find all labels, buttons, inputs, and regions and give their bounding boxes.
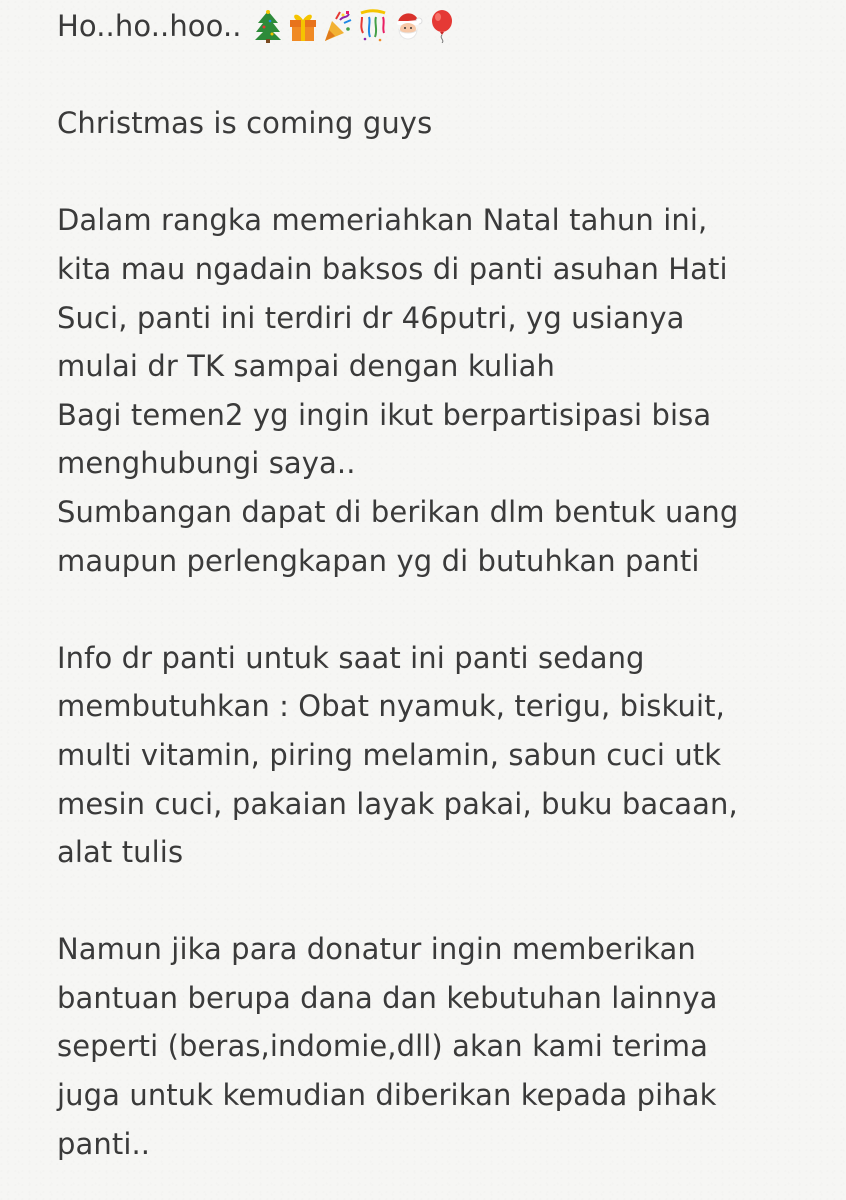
note-title-line	[57, 2, 827, 51]
note-body[interactable]	[57, 2, 827, 1168]
blank-line	[57, 51, 827, 100]
note-line: membutuhkan : Obat nyamuk, terigu, biskuit,	[57, 689, 725, 724]
note-line: seperti (beras,indomie,dll) akan kami terima	[57, 1029, 708, 1064]
note-subtitle: Christmas is coming guys	[57, 106, 433, 141]
confetti-ball-icon	[357, 9, 389, 43]
santa-icon	[392, 9, 424, 43]
note-line: menghubungi saya..	[57, 446, 356, 481]
note-line: mesin cuci, pakaian layak pakai, buku bacaan,	[57, 786, 738, 821]
note-line: multi vitamin, piring melamin, sabun cuci utk	[57, 737, 722, 772]
balloon-icon	[427, 9, 459, 43]
note-line: kita mau ngadain baksos di panti asuhan Hati	[57, 251, 728, 286]
gift-icon	[287, 9, 319, 43]
note-line: Namun jika para donatur ingin memberikan	[57, 932, 696, 967]
note-line: Sumbangan dapat di berikan dlm bentuk uang	[57, 494, 739, 529]
party-popper-icon	[322, 9, 354, 43]
note-line: juga untuk kemudian diberikan kepada pihak	[57, 1078, 717, 1113]
note-line: Dalam rangka memeriahkan Natal tahun ini,	[57, 203, 708, 238]
blank-line	[57, 585, 827, 634]
blank-line	[57, 877, 827, 926]
emoji-row	[252, 9, 459, 43]
note-line: maupun perlengkapan yg di butuhkan panti	[57, 543, 700, 578]
note-line: bantuan berupa dana dan kebutuhan lainnya	[57, 980, 718, 1015]
note-line: alat tulis	[57, 835, 184, 870]
note-line: Bagi temen2 yg ingin ikut berpartisipasi bisa	[57, 397, 712, 432]
blank-line	[57, 148, 827, 197]
note-title-text: Ho..ho..hoo..	[57, 9, 242, 43]
note-line: Suci, panti ini terdiri dr 46putri, yg usianya	[57, 300, 685, 335]
note-line: mulai dr TK sampai dengan kuliah	[57, 349, 555, 384]
note-line: Info dr panti untuk saat ini panti sedang	[57, 640, 645, 675]
christmas-tree-icon	[252, 9, 284, 43]
note-line: panti..	[57, 1126, 151, 1161]
